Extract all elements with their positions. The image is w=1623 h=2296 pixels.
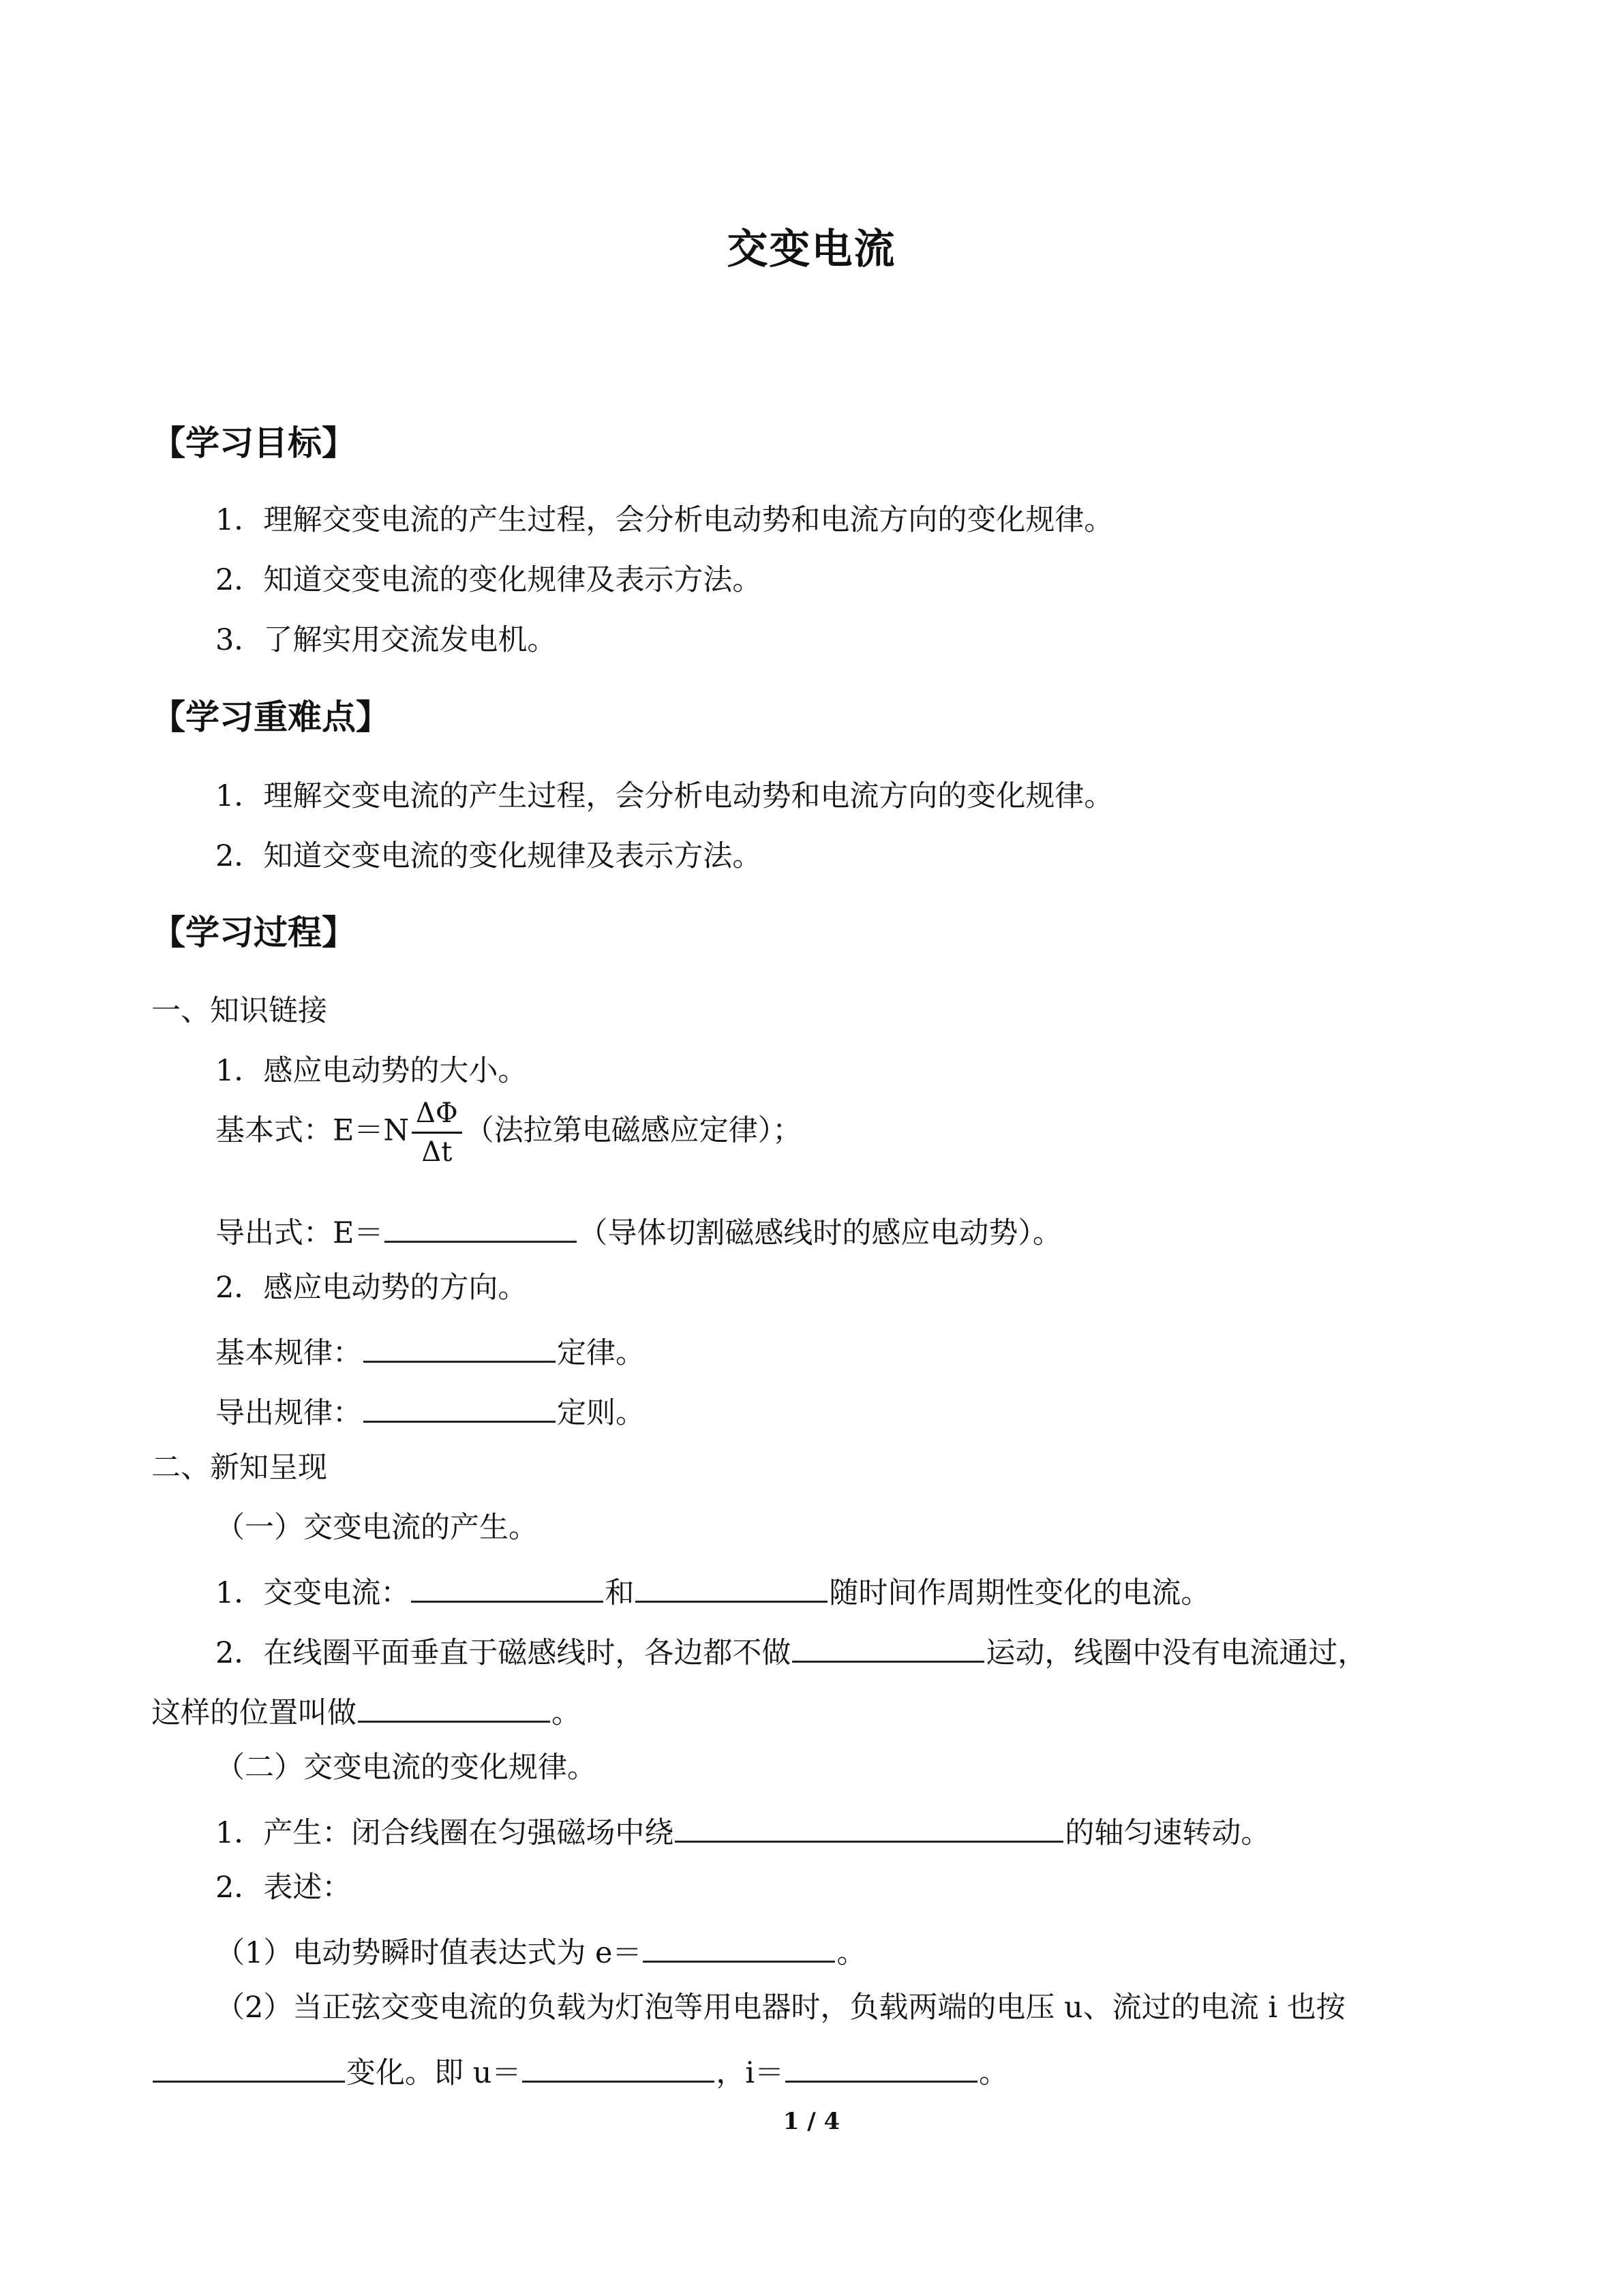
section-heading-process: 【学习过程】 (151, 913, 356, 952)
subsection-variation: （二）交变电流的变化规律。 (215, 1751, 596, 1785)
answer-blank[interactable] (153, 2053, 345, 2083)
answer-blank[interactable] (384, 1213, 577, 1243)
answer-blank[interactable] (643, 1933, 835, 1963)
load-mid-1: 变化。即 u＝ (346, 2056, 521, 2090)
load-end: 。 (979, 2056, 1009, 2090)
ac-definition-line (215, 1573, 1210, 1608)
answer-blank[interactable] (675, 1813, 1063, 1843)
neutral-plane-line2-prefix: 这样的位置叫做 (151, 1696, 357, 1730)
part-heading-knowledge-link: 一、知识链接 (151, 994, 327, 1028)
derived-rule-prefix: 导出规律： (215, 1396, 362, 1430)
load-line-2 (151, 2053, 1008, 2088)
question-emf-magnitude: 1．感应电动势的大小。 (215, 1054, 528, 1088)
answer-blank[interactable] (358, 1693, 550, 1723)
ac-definition-prefix: 1．交变电流： (215, 1576, 410, 1610)
neutral-plane-suffix: 运动，线圈中没有电流通过， (986, 1636, 1367, 1670)
part-heading-new-knowledge: 二、新知呈现 (151, 1451, 327, 1485)
page-title: 交变电流 (727, 226, 896, 273)
neutral-plane-prefix: 2．在线圈平面垂直于磁感线时，各边都不做 (215, 1636, 791, 1670)
section-heading-goals: 【学习目标】 (151, 423, 356, 463)
load-line-1: （2）当正弦交变电流的负载为灯泡等用电器时，负载两端的电压 u、流过的电流 i 也按 (215, 1991, 1346, 2025)
generation-suffix: 的轴匀速转动。 (1065, 1816, 1271, 1850)
page-number: 1 / 4 (783, 2108, 840, 2135)
generation-prefix: 1．产生：闭合线圈在匀强磁场中绕 (215, 1816, 674, 1850)
emf-expression-line (215, 1933, 866, 1968)
basic-formula-line (215, 1099, 802, 1166)
goal-item: 2．知道交变电流的变化规律及表示方法。 (215, 563, 762, 597)
answer-blank[interactable] (785, 2053, 977, 2083)
fraction-numerator: ΔΦ (412, 1099, 462, 1134)
derived-formula-line (215, 1213, 1062, 1248)
emf-expression-prefix: （1）电动势瞬时值表达式为 e＝ (215, 1936, 642, 1970)
answer-blank[interactable] (411, 1573, 603, 1603)
description-label: 2．表述： (215, 1871, 352, 1905)
basic-formula-suffix: （法拉第电磁感应定律）； (464, 1113, 802, 1148)
derived-rule-line (215, 1393, 645, 1428)
neutral-plane-line-2 (151, 1693, 581, 1728)
derived-formula-suffix: （导体切割磁感线时的感应电动势）。 (578, 1216, 1062, 1250)
basic-rule-prefix: 基本规律： (215, 1336, 362, 1370)
answer-blank[interactable] (363, 1393, 556, 1423)
generation-line (215, 1813, 1270, 1848)
subsection-generation: （一）交变电流的产生。 (215, 1511, 538, 1545)
fraction-denominator: Δt (421, 1136, 453, 1168)
key-point-item: 1．理解交变电流的产生过程，会分析电动势和电流方向的变化规律。 (215, 779, 1114, 813)
neutral-plane-line2-suffix: 。 (551, 1696, 581, 1730)
basic-rule-suffix: 定律。 (557, 1336, 645, 1370)
goal-item: 1．理解交变电流的产生过程，会分析电动势和电流方向的变化规律。 (215, 503, 1114, 537)
answer-blank[interactable] (792, 1633, 984, 1663)
ac-definition-mid: 和 (605, 1576, 635, 1610)
faraday-fraction (412, 1099, 462, 1166)
ac-definition-suffix: 随时间作周期性变化的电流。 (829, 1576, 1211, 1610)
section-heading-key-points: 【学习重难点】 (151, 697, 390, 737)
load-mid-2: ，i＝ (716, 2056, 785, 2090)
emf-expression-suffix: 。 (836, 1936, 866, 1970)
derived-formula-prefix: 导出式：E＝ (215, 1216, 384, 1250)
answer-blank[interactable] (635, 1573, 828, 1603)
basic-formula-prefix: 基本式：E＝N (215, 1113, 410, 1148)
question-emf-direction: 2．感应电动势的方向。 (215, 1271, 528, 1305)
goal-item: 3．了解实用交流发电机。 (215, 623, 557, 657)
basic-rule-line (215, 1333, 645, 1368)
neutral-plane-line (215, 1633, 1367, 1668)
derived-rule-suffix: 定则。 (557, 1396, 645, 1430)
answer-blank[interactable] (363, 1333, 556, 1363)
answer-blank[interactable] (522, 2053, 714, 2083)
key-point-item: 2．知道交变电流的变化规律及表示方法。 (215, 839, 762, 873)
